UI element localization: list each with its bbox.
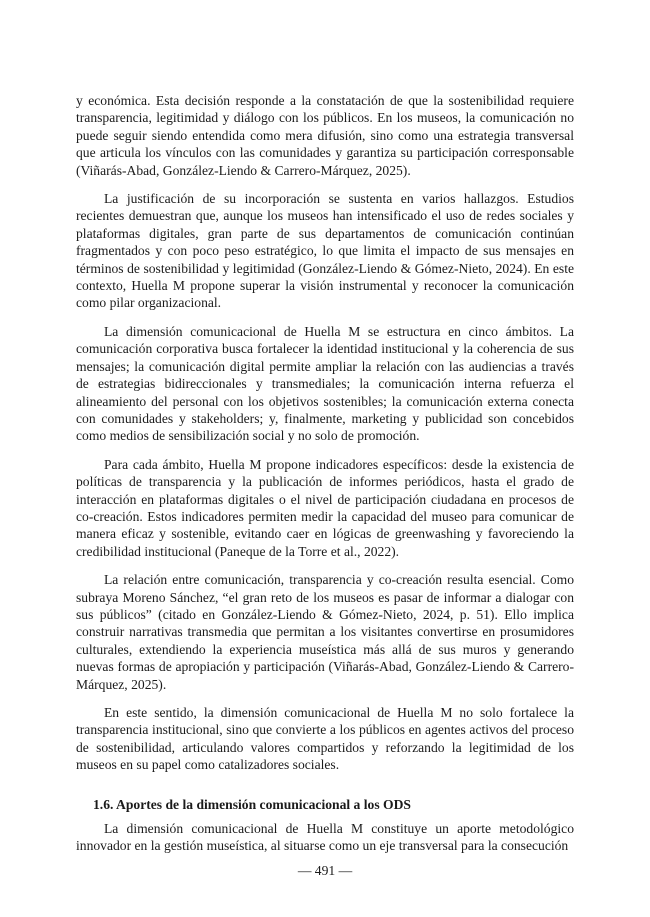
- section-heading: 1.6. Aportes de la dimensión comunicacional a los ODS: [93, 796, 411, 812]
- paragraph: y económica. Esta decisión responde a la constatación de que la sostenibilidad requiere transparencia, legitimidad y diálogo con los públicos. En los museos, la comunicación no puede seguir siendo entendida como mera difusión, sino como una estrategia transversal que articula los vínculos con las comunidades y garantiza su participación corresponsable (Viñarás-Abad, González-Liendo & Carrero-Márquez, 2025).: [76, 93, 574, 178]
- paragraph: La dimensión comunicacional de Huella M se estructura en cinco ámbitos. La comunicación corporativa busca fortalecer la identidad institucional y la coherencia de sus mensajes; la comunicación digital permite ampliar la relación con las audiencias a través de estrategias bidireccionales y transmediales; la comunicación interna refuerza el alineamiento del personal con los objetivos sostenibles; la comunicación externa conecta con comunidades y stakeholders; y, finalmente, marketing y publicidad son concebidos como medios de sensibilización social y no solo de promoción.: [76, 323, 574, 444]
- paragraph: La justificación de su incorporación se sustenta en varios hallazgos. Estudios recientes demuestran que, aunque los museos han intensificado el uso de redes sociales y plataformas digitales, gran parte de sus departamentos de comunicación continúan fragmentados y con poco peso estratégico, lo que limita el impacto de sus mensajes en términos de sostenibilidad y legitimidad (González-Liendo & Gómez-Nieto, 2024). En este contexto, Huella M propone superar la visión instrumental y reconocer la comunicación como pilar organizacional.: [76, 191, 574, 311]
- section-paragraph: La dimensión comunicacional de Huella M constituye un aporte metodológico innovador en la gestión museística, al situarse como un eje transversal para la consecución: [76, 821, 574, 854]
- paragraph: Para cada ámbito, Huella M propone indicadores específicos: desde la existencia de políticas de transparencia y la publicación de informes periódicos, hasta el grado de interacción en plataformas digitales o el nivel de participación ciudadana en procesos de co-creación. Estos indicadores permiten medir la capacidad del museo para comunicar de manera eficaz y sostenible, evitando caer en lógicas de greenwashing y favoreciendo la credibilidad institucional (Paneque de la Torre et al., 2022).: [76, 456, 574, 559]
- paragraph: La relación entre comunicación, transparencia y co-creación resulta esencial. Como subraya Moreno Sánchez, “el gran reto de los museos es pasar de informar a dialogar con sus públicos” (citado en González-Liendo & Gómez-Nieto, 2024, p. 51). Ello implica construir narrativas transmedia que permitan a los visitantes convertirse en prosumidores culturales, extendiendo la experiencia museística más allá de sus muros y generando nuevas formas de apropiación y participación (Viñarás-Abad, González-Liendo & Carrero-Márquez, 2025).: [76, 572, 574, 692]
- paragraph: En este sentido, la dimensión comunicacional de Huella M no solo fortalece la transparencia institucional, sino que convierte a los públicos en agentes activos del proceso de sostenibilidad, articulando valores compartidos y reforzando la legitimidad de los museos en su papel como catalizadores sociales.: [76, 705, 574, 773]
- page-number: — 491 —: [297, 863, 353, 878]
- page-body: [76, 92, 574, 866]
